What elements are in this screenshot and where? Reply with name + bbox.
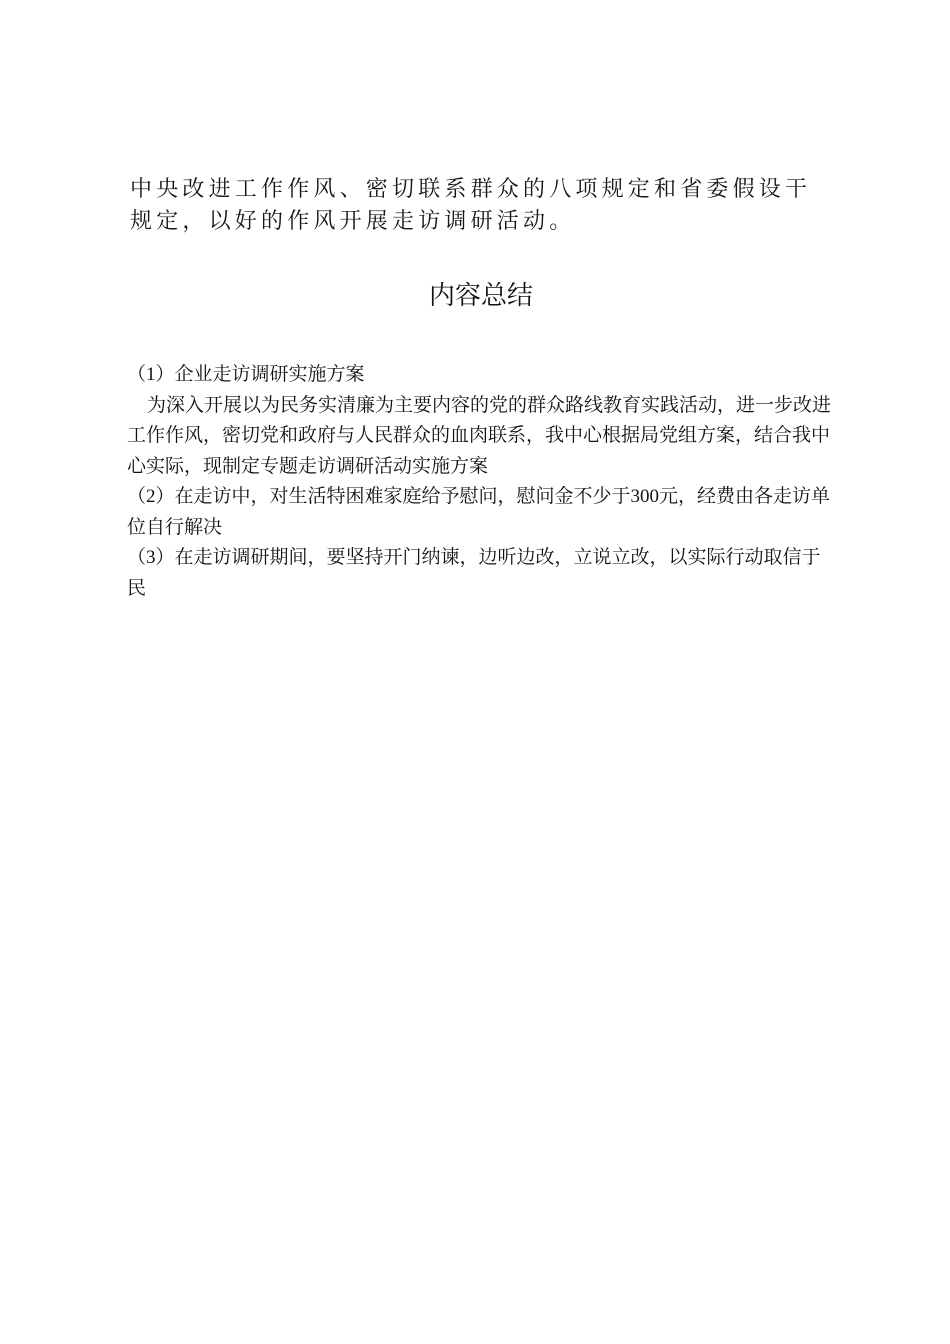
- summary-title: 内容总结: [428, 281, 533, 311]
- summary-item-1-body: 为深入开展以为民务实清廉为主要内容的党的群众路线教育实践活动，进一步改进工作作风，密切党和政府与人民群众的血肉联系，我中心根据局党组方案，结合我中心实际，现制定专题走访调研活动实施方案: [127, 394, 832, 477]
- summary-body: [127, 360, 833, 604]
- summary-item-2: （2）在走访中，对生活特困难家庭给予慰问，慰问金不少于300元，经费由各走访单位自行解决: [127, 486, 831, 538]
- summary-item-3: （3）在走访调研期间，要坚持开门纳谏，边听边改，立说立改，以实际行动取信于民: [127, 547, 821, 599]
- summary-item-1-heading: （1）企业走访调研实施方案: [127, 364, 365, 385]
- lead-paragraph: 中央改进工作作风、密切联系群众的八项规定和省委假设干规定，以好的作风开展走访调研活动。: [130, 177, 812, 234]
